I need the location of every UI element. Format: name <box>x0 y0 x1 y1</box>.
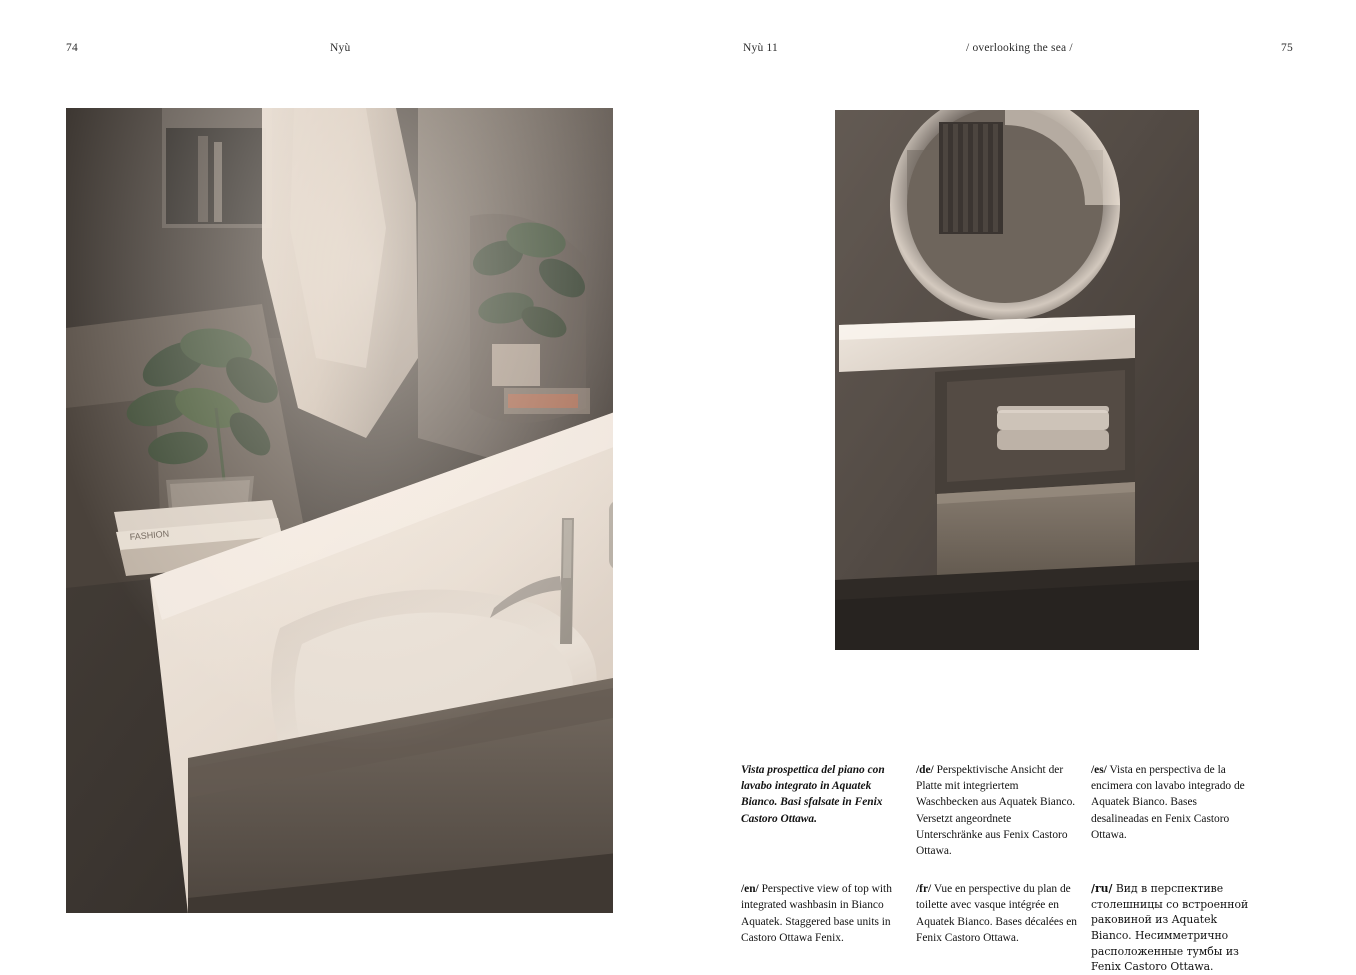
caption-de-lang: /de/ <box>916 764 934 776</box>
toilette-plan-photo <box>835 110 1199 650</box>
washbasin-top-perspective-photo <box>66 108 613 913</box>
header-right-title: Nyù 11 <box>743 42 778 54</box>
caption-es <box>1091 762 1266 859</box>
caption-en <box>741 881 916 975</box>
folio-right: 75 <box>1281 42 1293 54</box>
caption-row-2 <box>741 881 1286 975</box>
caption-en-text: Perspective view of top with integrated washbasin in Bianco Aquatek. Staggered base units in Castoro Ottawa Fenix. <box>741 883 892 944</box>
caption-es-lang: /es/ <box>1091 764 1107 776</box>
header-left-title: Nyù <box>330 42 351 54</box>
header-chapter: / overlooking the sea / <box>966 42 1073 54</box>
caption-es-text: Vista en perspectiva de la encimera con lavabo integrado de Aquatek Bianco. Bases desalineadas en Fenix Castoro Ottawa. <box>1091 764 1245 841</box>
caption-ru-text: Вид в перспективе столешницы со встроенной раковиной из Aquatek Bianco. Несимметрично расположенные тумбы из Fenix Castoro Ottawa. <box>1091 882 1249 974</box>
caption-de <box>916 762 1091 859</box>
photo-right-artwork <box>835 110 1199 650</box>
caption-ru <box>1091 881 1266 975</box>
folio-left: 74 <box>66 42 78 54</box>
caption-en-lang: /en/ <box>741 883 759 896</box>
caption-ru-lang: /ru/ <box>1091 882 1113 896</box>
caption-it <box>741 762 916 859</box>
running-head <box>0 42 1356 58</box>
caption-fr-text: Vue en perspective du plan de toilette avec vasque intégrée en Aquatek Bianco. Bases décalées en Fenix Castoro Ottawa. <box>916 883 1077 944</box>
caption-it-text: Vista prospettica del piano con lavabo integrato in Aquatek Bianco. Basi sfalsate in Fenix Castoro Ottawa. <box>741 764 885 825</box>
caption-row-1 <box>741 762 1286 859</box>
caption-block <box>741 762 1286 975</box>
caption-fr <box>916 881 1091 975</box>
caption-de-text: Perspektivische Ansicht der Platte mit integriertem Waschbecken aus Aquatek Bianco. Versetzt angeordnete Unterschränke aus Fenix Castoro Ottawa. <box>916 764 1076 857</box>
photo-left-artwork <box>66 108 613 913</box>
caption-fr-lang: /fr/ <box>916 883 932 896</box>
